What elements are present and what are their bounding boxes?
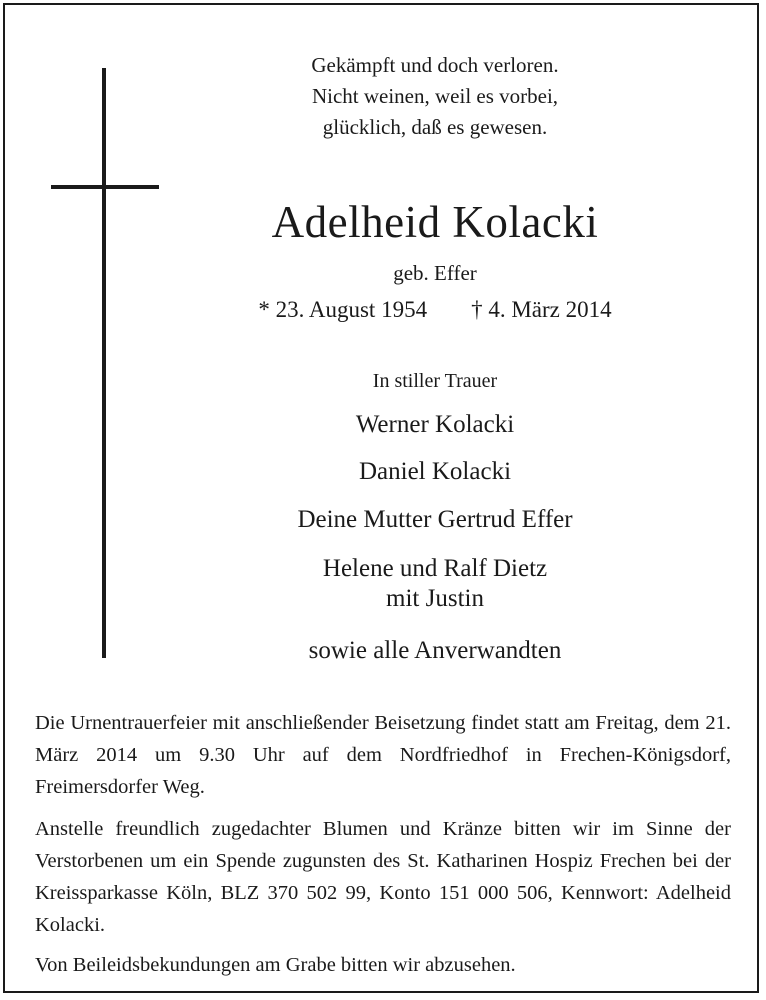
deceased-name: Adelheid Kolacki bbox=[271, 197, 599, 247]
funeral-notice: Die Urnentrauerfeier mit anschließender Beisetzung findet statt am Freitag, dem 21. März 2014 um 9.30 Uhr auf dem Nordfriedhof in Frechen-Königsdorf, Freimersdorfer Weg. bbox=[35, 712, 731, 798]
mourning-intro: In stiller Trauer bbox=[372, 370, 498, 392]
poem bbox=[185, 50, 685, 143]
mourner-name: Werner Kolacki bbox=[355, 411, 515, 438]
mourner-name: sowie alle Anverwandten bbox=[308, 637, 562, 664]
life-dates bbox=[185, 295, 685, 325]
mourner-name: mit Justin bbox=[386, 585, 484, 612]
mourner-group bbox=[185, 554, 685, 614]
death-date: † 4. März 2014 bbox=[471, 297, 612, 322]
mourner-name: Deine Mutter Gertrud Effer bbox=[297, 506, 573, 533]
poem-line: Nicht weinen, weil es vorbei, bbox=[311, 84, 559, 108]
poem-line: Gekämpft und doch verloren. bbox=[311, 53, 559, 77]
mourner-name: Daniel Kolacki bbox=[358, 458, 512, 485]
condolence-notice: Von Beileidsbekundungen am Grabe bitten wir abzusehen. bbox=[35, 954, 516, 976]
cross-vertical-bar bbox=[102, 68, 106, 658]
donation-notice: Anstelle freundlich zugedachter Blumen und Kränze bitten wir im Sinne der Verstorbenen um ein Spende zugunsten des St. Katharinen Hospiz Frechen bei der Kreissparkasse Köln, BLZ 370 502 99, Konto 151 000 506, Kennwort: Adelheid Kolacki. bbox=[35, 818, 731, 936]
maiden-name: geb. Effer bbox=[393, 261, 477, 285]
birth-date: * 23. August 1954 bbox=[258, 297, 428, 322]
mourner-name: Helene und Ralf Dietz bbox=[322, 555, 548, 582]
poem-line: glücklich, daß es gewesen. bbox=[322, 115, 548, 139]
cross-horizontal-bar bbox=[51, 185, 159, 189]
